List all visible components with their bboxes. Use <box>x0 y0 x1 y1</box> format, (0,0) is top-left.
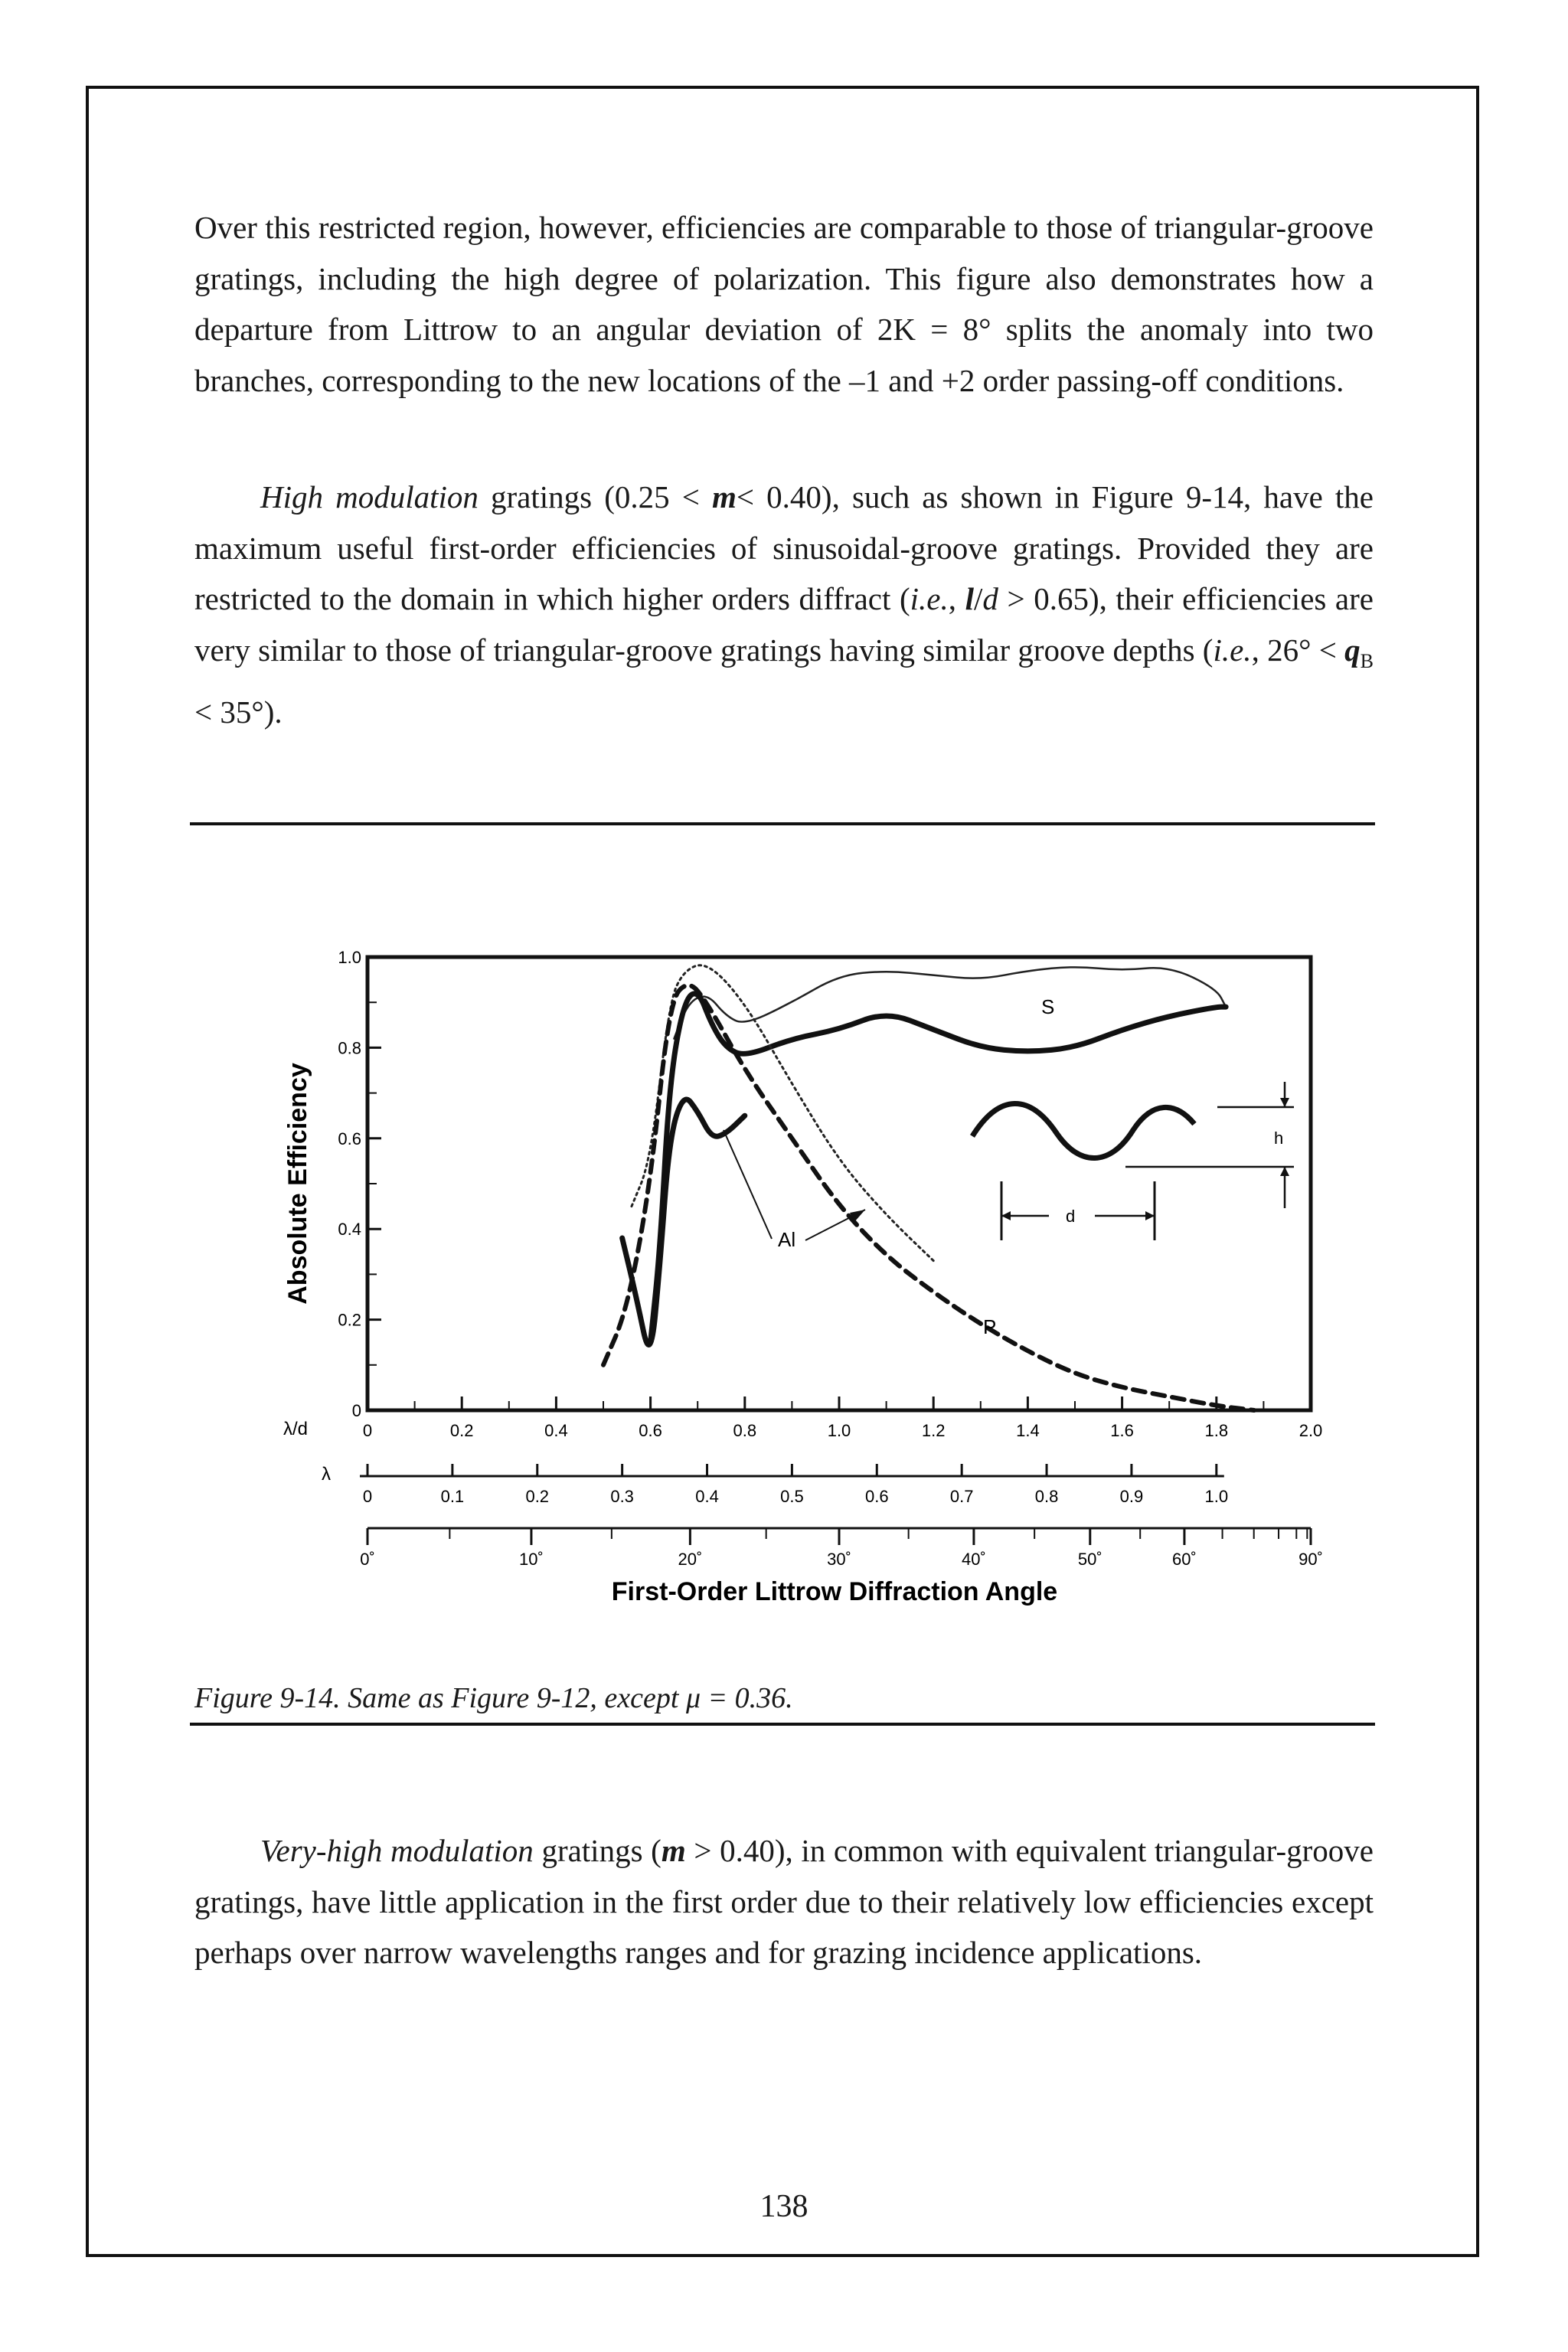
plot-border <box>368 957 1311 1410</box>
y-tick-label: 0.4 <box>338 1220 361 1240</box>
very-high-modulation-term: Very-high modulation <box>260 1833 534 1868</box>
p3-text-1: gratings ( <box>533 1833 662 1868</box>
mu-symbol: m <box>661 1833 686 1868</box>
h-arrow-head-top <box>1280 1098 1289 1107</box>
lambda-tick-label: 0.9 <box>1119 1487 1144 1506</box>
p2-text-7: < 35°). <box>194 694 283 730</box>
lambda-axis <box>360 1464 1228 1506</box>
ie-abbrev: i.e. <box>910 581 949 616</box>
paragraph-2 <box>194 472 1374 738</box>
x-tick-label: 0.4 <box>544 1421 568 1440</box>
figure-caption: Figure 9-14. Same as Figure 9-12, except μ = 0.36. <box>194 1682 793 1714</box>
x-tick-label: 1.6 <box>1110 1421 1134 1440</box>
lambda-tick-label: 0 <box>362 1487 373 1506</box>
angle-tick-label: 0˚ <box>360 1550 375 1569</box>
angle-tick-label: 40˚ <box>962 1550 986 1569</box>
lambda-tick-label: 1.0 <box>1204 1487 1229 1506</box>
x-axis-ticks <box>363 1396 1322 1440</box>
p2-slash: / <box>973 581 983 616</box>
al-pointer-1 <box>724 1130 772 1239</box>
angle-tick-label: 20˚ <box>678 1550 703 1569</box>
p2-text-2: < 0.40), such as shown in Figure 9-14, have the maximum useful first-order efficiencies of sinusoidal-groove gratings. Provided they are restricted to the domain in which higher orders diffract ( <box>194 479 1374 616</box>
x-tick-label: 2.0 <box>1298 1421 1323 1440</box>
angle-tick-label: 90˚ <box>1298 1550 1323 1569</box>
lambda-symbol: l <box>965 581 974 616</box>
lambda-tick-label: 0.7 <box>949 1487 974 1506</box>
d-arrow-head-right <box>1145 1211 1155 1220</box>
angle-axis <box>360 1528 1323 1569</box>
angle-tick-label: 10˚ <box>519 1550 544 1569</box>
x-tick-label: 0.8 <box>733 1421 757 1440</box>
ie-abbrev: i.e. <box>1213 632 1252 668</box>
paragraph-3 <box>194 1825 1374 1978</box>
lambda-axis-label: λ <box>322 1464 331 1485</box>
groove-inset <box>972 1082 1294 1240</box>
figure-bottom-rule <box>190 1723 1375 1726</box>
p3-text-2: > 0.40), in common with equivalent triangular-groove gratings, have little application in the first order due to their relatively low efficiencies except perhaps over narrow wavelengths ranges and for grazing incidence applications. <box>194 1833 1374 1970</box>
series-p <box>603 985 1254 1410</box>
label-al: Al <box>778 1228 796 1251</box>
x-tick-label: 0.6 <box>639 1421 662 1440</box>
y-tick-label: 0 <box>351 1401 361 1420</box>
series-al-s <box>651 994 1227 1342</box>
label-s: S <box>1041 995 1055 1018</box>
series-s <box>674 967 1226 1038</box>
x-tick-label: 1.2 <box>921 1421 946 1440</box>
efficiency-chart <box>260 940 1348 1614</box>
y-tick-label: 0.8 <box>338 1038 361 1058</box>
lambda-tick-label: 0.2 <box>525 1487 550 1506</box>
d-label: d <box>1066 1207 1076 1226</box>
figure-top-rule <box>190 822 1375 825</box>
x-tick-label: 0 <box>362 1421 373 1440</box>
theta-symbol: q <box>1344 632 1361 668</box>
p2-text-6: , 26° < <box>1251 632 1345 668</box>
y-tick-label: 0.6 <box>338 1129 361 1148</box>
plot-area <box>368 957 1311 1410</box>
angle-tick-label: 30˚ <box>827 1550 851 1569</box>
x-tick-label: 0.2 <box>449 1421 474 1440</box>
lambda-tick-label: 0.5 <box>780 1487 804 1506</box>
p2-text-5: > 0.65), their efficiencies are very similar to those of triangular-groove gratings having similar groove depths ( <box>194 581 1374 668</box>
x-tick-label: 1.4 <box>1016 1421 1040 1440</box>
d-arrow-head-left <box>1001 1211 1011 1220</box>
p2-text-3: , <box>948 581 965 616</box>
mu-symbol: m <box>712 479 737 514</box>
x-axis-label: First-Order Littrow Diffraction Angle <box>611 1577 1058 1606</box>
lambda-tick-label: 0.4 <box>695 1487 719 1506</box>
angle-tick-label: 50˚ <box>1077 1550 1102 1569</box>
d-symbol: d <box>982 581 998 616</box>
page-number: 138 <box>760 2189 808 2224</box>
lambda-tick-label: 0.1 <box>440 1487 465 1506</box>
series-layer <box>603 965 1254 1410</box>
y-axis-label: Absolute Efficiency <box>283 1063 312 1305</box>
p2-text-1: gratings (0.25 < <box>478 479 713 514</box>
lambda-tick-label: 0.8 <box>1034 1487 1059 1506</box>
x-tick-label: 1.8 <box>1204 1421 1229 1440</box>
y-axis-ticks <box>338 948 381 1420</box>
theta-subscript: B <box>1360 649 1374 672</box>
lambda-d-axis-label: λ/d <box>283 1419 309 1439</box>
lambda-tick-label: 0.3 <box>610 1487 634 1506</box>
angle-tick-label: 60˚ <box>1172 1550 1197 1569</box>
y-tick-label: 0.2 <box>338 1310 361 1330</box>
sinusoidal-groove-profile <box>972 1103 1194 1158</box>
h-label: h <box>1274 1129 1284 1148</box>
label-p: P <box>983 1315 997 1338</box>
high-modulation-term: High modulation <box>260 479 479 514</box>
h-arrow-head-bottom <box>1280 1167 1289 1176</box>
y-tick-label: 1.0 <box>338 948 361 967</box>
lambda-tick-label: 0.6 <box>864 1487 889 1506</box>
x-tick-label: 1.0 <box>827 1421 851 1440</box>
paragraph-1: Over this restricted region, however, efficiencies are comparable to those of triangular-groove gratings, including the high degree of polarization. This figure also demonstrates how a departure from Littrow to an angular deviation of 2K = 8° splits the anomaly into two branches, corresponding to the new locations of the –1 and +2 order passing-off conditions. <box>194 210 1374 398</box>
